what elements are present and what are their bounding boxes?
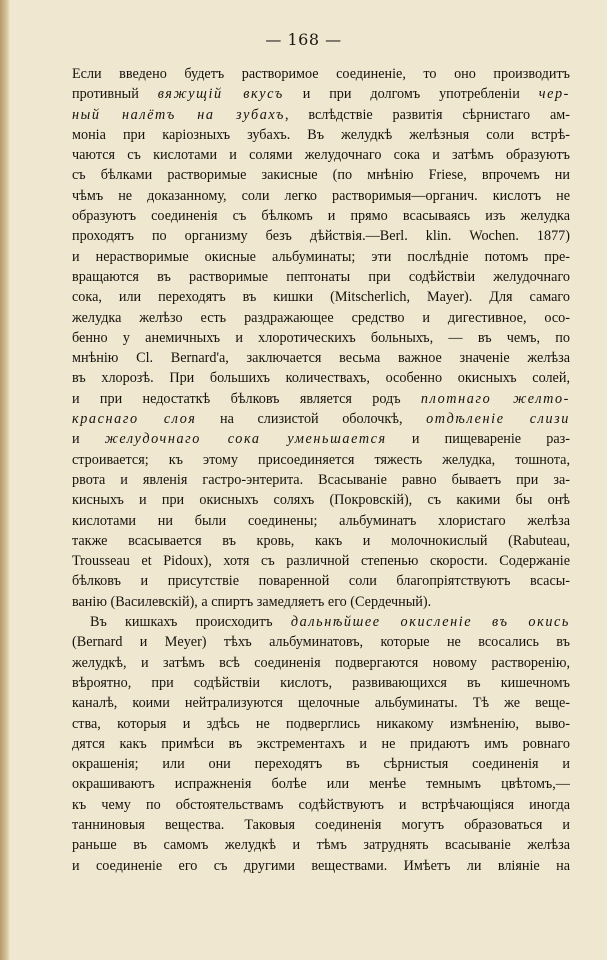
text-line — [72, 125, 570, 145]
emphasized-text: плотнаго желто- — [420, 390, 570, 407]
text-run: образуютъ соединенія съ бѣлкомъ и прямо всасываясь изъ желудка — [72, 208, 570, 225]
text-run: дятся какъ примѣси въ экстрементахъ и не придаютъ имъ ровнаго — [72, 735, 570, 752]
text-run: раньше въ самомъ желудкѣ и тѣмъ затруднять всасываніе желѣза — [72, 837, 570, 854]
text-run: чаются съ кислотами и солями желудочнаго сока и затѣмъ образуютъ — [72, 147, 570, 164]
text-run: къ чему по обстоятельствамъ содѣйствуютъ и встрѣчающіяся иногда — [72, 796, 570, 813]
text-line — [72, 247, 570, 267]
text-run: и — [72, 431, 105, 448]
text-run: и соединеніе его съ другими веществами. Имѣетъ ли вліяніе на — [72, 857, 570, 874]
text-run: бѣлковъ и присутствіе поваренной соли благопріятствуютъ всасы- — [72, 573, 570, 590]
text-run: Если введено будетъ растворимое соединеніе, то оно производитъ — [72, 66, 570, 82]
text-line — [72, 531, 570, 551]
text-line — [72, 490, 570, 510]
text-run: желудка желѣзо есть раздражающее средство и дигестивное, осо- — [72, 309, 570, 326]
text-line — [72, 165, 570, 185]
text-line — [72, 287, 570, 307]
text-run: на слизистой оболочкѣ, — [196, 411, 427, 428]
text-line — [72, 734, 570, 754]
emphasized-text: краснаго слоя — [72, 411, 197, 428]
emphasized-text: отдѣленіе слизи — [426, 411, 570, 428]
text-run: кислотами ни были соединены; альбуминатъ хлористаго желѣза — [72, 512, 570, 529]
text-line — [72, 774, 570, 794]
emphasized-text: чер- — [538, 86, 570, 103]
text-line — [72, 64, 570, 84]
text-run: желудкѣ, и затѣмъ всѣ соединенія подвергаются новому растворенію, — [72, 654, 570, 671]
text-run: и пищевареніе раз- — [386, 431, 570, 448]
text-line — [72, 206, 570, 226]
text-line — [72, 450, 570, 470]
text-line — [72, 226, 570, 246]
text-run: мнѣнію Cl. Bernard'a, заключается весьма важное значеніе желѣза — [72, 350, 570, 367]
text-line — [72, 105, 570, 125]
text-line — [72, 145, 570, 165]
page-number: — 168 — — [265, 30, 342, 49]
text-line — [72, 470, 570, 490]
text-line — [72, 693, 570, 713]
text-line — [72, 186, 570, 206]
emphasized-text: дальнѣйшее окисленіе въ окись — [290, 614, 570, 631]
text-run: танниновыя вещества. Таковыя соединенія могутъ образоваться и — [72, 816, 570, 833]
text-line — [72, 409, 570, 429]
text-run: и при недостаткѣ бѣлковъ является родъ — [72, 390, 421, 407]
text-run: (Bernard и Meyer) тѣхъ альбуминатовъ, которые не всосались въ — [72, 634, 570, 651]
text-run: ства, которыя и здѣсь не подверглись никакому измѣненію, выво- — [72, 715, 570, 732]
text-run: также всасывается въ кровь, какъ и молочнокислый (Rabuteau, — [72, 532, 570, 549]
text-run: чѣмъ не доказанному, соли легко растворимыя—органич. кислотъ не — [72, 187, 570, 204]
text-line — [72, 368, 570, 388]
text-line — [72, 835, 570, 855]
text-line — [72, 795, 570, 815]
text-line — [72, 571, 570, 591]
text-line — [72, 267, 570, 287]
text-run: вѣроятно, при содѣйствіи кислотъ, развивающихся въ кишечномъ — [72, 674, 570, 691]
text-run: ванію (Василевскій), а спиртъ замедляетъ его (Сердечный). — [72, 593, 432, 610]
text-run: сока, или переходятъ въ кишки (Mitscherlich, Mayer). Для самаго — [72, 289, 570, 306]
text-line — [72, 429, 570, 449]
text-line — [72, 612, 570, 632]
text-run: и нерастворимые окисные альбуминаты; эти послѣдніе потомъ пре- — [72, 248, 570, 265]
text-run: строивается; къ этому присоединяется тяжесть желудка, тошнота, — [72, 451, 570, 468]
emphasized-text: желудочнаго сока уменьшается — [104, 431, 387, 448]
text-run: окрашиваютъ испражненія болѣе или менѣе темнымъ цвѣтомъ,— — [72, 776, 570, 793]
text-run: каналѣ, коими нейтрализуются щелочные альбуминаты. Тѣ же веще- — [72, 695, 570, 712]
text-line — [72, 754, 570, 774]
text-line — [72, 308, 570, 328]
text-run: вращаются въ растворимые пептонаты при содѣйствіи желудочнаго — [72, 268, 570, 285]
text-run: противный — [72, 86, 158, 103]
text-line — [72, 84, 570, 104]
text-line — [72, 592, 570, 612]
emphasized-text: ный налётъ на зубахъ — [72, 106, 285, 123]
text-line — [72, 348, 570, 368]
text-run: рвота и явленія гастро-энтерита. Всасываніе равно бываетъ при за- — [72, 471, 570, 488]
text-line — [72, 328, 570, 348]
text-line — [72, 856, 570, 876]
text-line — [72, 815, 570, 835]
text-run: въ хлорозѣ. При большихъ количествахъ, особенно окисныхъ солей, — [72, 370, 570, 387]
text-run: окрашенія; или они переходятъ въ сѣрнистыя соединенія и — [72, 756, 570, 773]
text-run: съ бѣлками растворимые закисные (по мнѣнію Friese, впрочемъ ни — [72, 167, 570, 184]
text-line — [72, 653, 570, 673]
text-run: Въ кишкахъ происходитъ — [90, 614, 291, 631]
body-text — [72, 64, 570, 876]
text-line — [72, 551, 570, 571]
text-run: проходятъ по организму безъ дѣйствія.—Berl. klin. Wochen. 1877) — [72, 228, 570, 245]
text-run: моніа при каріозныхъ зубахъ. Въ желудкѣ желѣзныя соли встрѣ- — [72, 126, 570, 143]
text-line — [72, 389, 570, 409]
text-line — [72, 632, 570, 652]
text-line — [72, 714, 570, 734]
emphasized-text: вяжущій вкусъ — [157, 86, 284, 103]
text-run: и при долгомъ употребленіи — [283, 86, 539, 103]
text-run: кисныхъ и при окисныхъ соляхъ (Покровскій), съ какими бы онѣ — [72, 492, 570, 509]
text-line — [72, 673, 570, 693]
text-run: Trousseau et Pidoux), хотя съ различной степенью скорости. Содержаніе — [72, 553, 570, 570]
text-line — [72, 511, 570, 531]
text-run: , вслѣдствіе развитія сѣрнистаго ам- — [284, 106, 570, 123]
text-run: бенно у анемичныхъ и хлоротическихъ больныхъ, — въ чемъ, по — [72, 329, 570, 346]
